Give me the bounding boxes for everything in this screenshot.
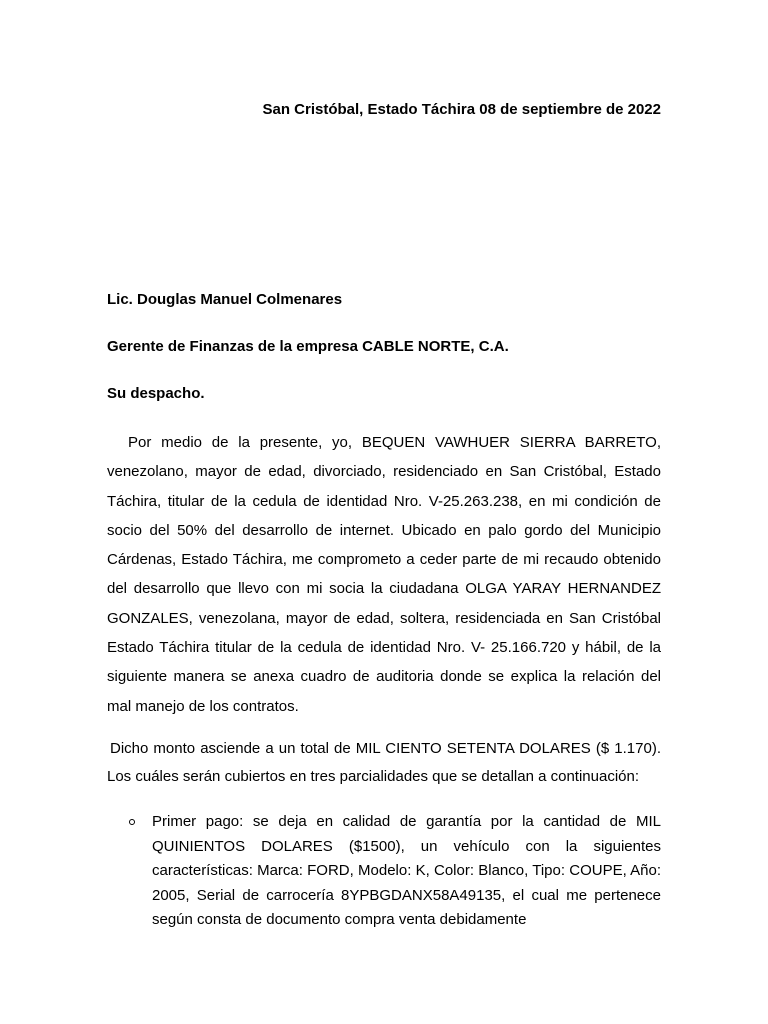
place-date-line: San Cristóbal, Estado Táchira 08 de septiembre de 2022 (262, 101, 661, 118)
body-paragraph-commitment: Por medio de la presente, yo, BEQUEN VAWHUER SIERRA BARRETO, venezolano, mayor de edad, divorciado, residenciado en San Cristóbal, Estado Táchira, titular de la cedula de identidad Nro. V-25.263.238, en mi condición de socio del 50% del desarrollo de internet. Ubicado en palo gordo del Municipio Cárdenas, Estado Táchira, me comprometo a ceder parte de mi recaudo obtenido del desarrollo que llevo con mi socia la ciudadana OLGA YARAY HERNANDEZ GONZALES, venezolana, mayor de edad, soltera, residenciada en San Cristóbal Estado Táchira titular de la cedula de identidad Nro. V- 25.166.720 y hábil, de la siguiente manera se anexa cuadro de auditoria donde se explica la relación del mal manejo de los contratos. (107, 434, 661, 715)
list-item-first-payment: Primer pago: se deja en calidad de garantía por la cantidad de MIL QUINIENTOS DOLARES ($1500), un vehículo con la siguientes características: Marca: FORD, Modelo: K, Color: Blanco, Tipo: COUPE, Año: 2005, Serial de carrocería 8YPBGDANX58A49135, el cual me pertenece según consta de documento compra venta debidamente (152, 813, 661, 928)
recipient-role: Gerente de Finanzas de la empresa CABLE NORTE, C.A. (107, 338, 509, 355)
circle-bullet-icon (129, 819, 135, 825)
office-salutation: Su despacho. (107, 385, 205, 402)
recipient-name: Lic. Douglas Manuel Colmenares (107, 291, 343, 308)
body-paragraph-amount: Dicho monto asciende a un total de MIL CIENTO SETENTA DOLARES ($ 1.170). Los cuáles serán cubiertos en tres parcialidades que se detallan a continuación: (107, 740, 661, 785)
